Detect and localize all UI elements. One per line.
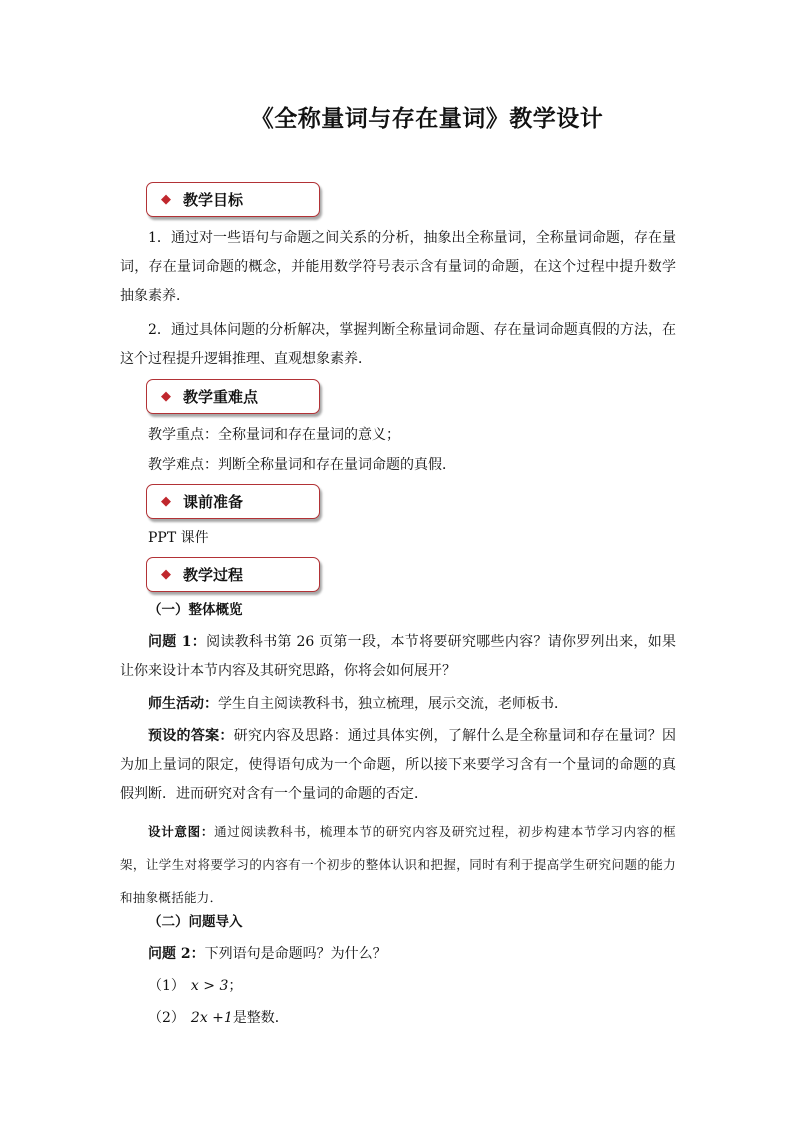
activity-label: 师生活动：: [148, 696, 218, 712]
statement-item-1: [148, 976, 242, 996]
activity-paragraph: [120, 690, 676, 719]
question-2-label: 问题 2：: [148, 946, 205, 962]
page-title: 《全称量词与存在量词》教学设计: [250, 105, 604, 132]
answer-paragraph: [120, 722, 676, 809]
design-intent-paragraph: [120, 815, 676, 914]
design-intent-label: 设计意图：: [148, 824, 215, 839]
section-header-prep: [146, 484, 320, 519]
question-2-text: 下列语句是命题吗？为什么？: [204, 946, 387, 962]
section-header-goals: [146, 182, 320, 217]
part1-heading: （一）整体概览: [148, 602, 243, 618]
section-header-key-points: [146, 379, 320, 414]
item-1-number: （1）: [148, 978, 185, 994]
key-difficulty-text: 教学难点：判断全称量词和存在量词命题的真假．: [148, 457, 456, 473]
activity-text: 学生自主阅读教科书，独立梳理，展示交流，老师板书．: [218, 696, 568, 712]
question-1-paragraph: [120, 628, 676, 686]
item-2-end: 是整数．: [232, 1010, 289, 1026]
section-label: 教学重难点: [183, 388, 259, 406]
question-1-text: 阅读教科书第 26 页第一段，本节将要研究哪些内容？请你罗列出来，如果让你来设计本节内容及其研究思路，你将会如何展开？: [120, 634, 676, 679]
section-header-process: [146, 557, 320, 592]
item-1-expression: x > 3: [190, 978, 229, 994]
diamond-icon: ◆: [161, 567, 171, 582]
item-2-expression: 2x +1: [190, 1010, 233, 1026]
design-intent-text: 通过阅读教科书，梳理本节的研究内容及研究过程，初步构建本节学习内容的框架，让学生对将要学习的内容有一个初步的整体认识和把握，同时有利于提高学生研究问题的能力和抽象概括能力．: [120, 824, 676, 905]
diamond-icon: ◆: [161, 389, 171, 404]
section-label: 教学过程: [183, 566, 244, 584]
answer-label: 预设的答案：: [148, 728, 234, 744]
goal-paragraph-2: 2．通过具体问题的分析解决，掌握判断全称量词命题、存在量词命题真假的方法，在这个过程提升逻辑推理、直观想象素养．: [120, 322, 676, 367]
section-label: 课前准备: [183, 493, 244, 511]
item-2-number: （2）: [148, 1010, 185, 1026]
section-label: 教学目标: [183, 191, 244, 209]
question-2-line: [148, 944, 387, 964]
question-1-label: 问题 1：: [148, 634, 207, 650]
goal-paragraph-1: 1．通过对一些语句与命题之间关系的分析，抽象出全称量词，全称量词命题，存在量词，存在量词命题的概念，并能用数学符号表示含有量词的命题，在这个过程中提升数学抽象素养．: [120, 230, 676, 304]
part2-heading: （二）问题导入: [148, 914, 243, 930]
key-focus-text: 教学重点：全称量词和存在量词的意义；: [148, 427, 400, 443]
statement-item-2: [148, 1008, 289, 1028]
prep-text: PPT 课件: [148, 530, 209, 546]
answer-text: 研究内容及思路：通过具体实例，了解什么是全称量词和存在量词？因为加上量词的限定，使得语句成为一个命题，所以接下来要学习含有一个量词的命题的真假判断．进而研究对含有一个量词的命题的否定．: [120, 728, 677, 802]
diamond-icon: ◆: [161, 192, 171, 207]
diamond-icon: ◆: [161, 494, 171, 509]
item-1-end: ；: [228, 978, 243, 994]
